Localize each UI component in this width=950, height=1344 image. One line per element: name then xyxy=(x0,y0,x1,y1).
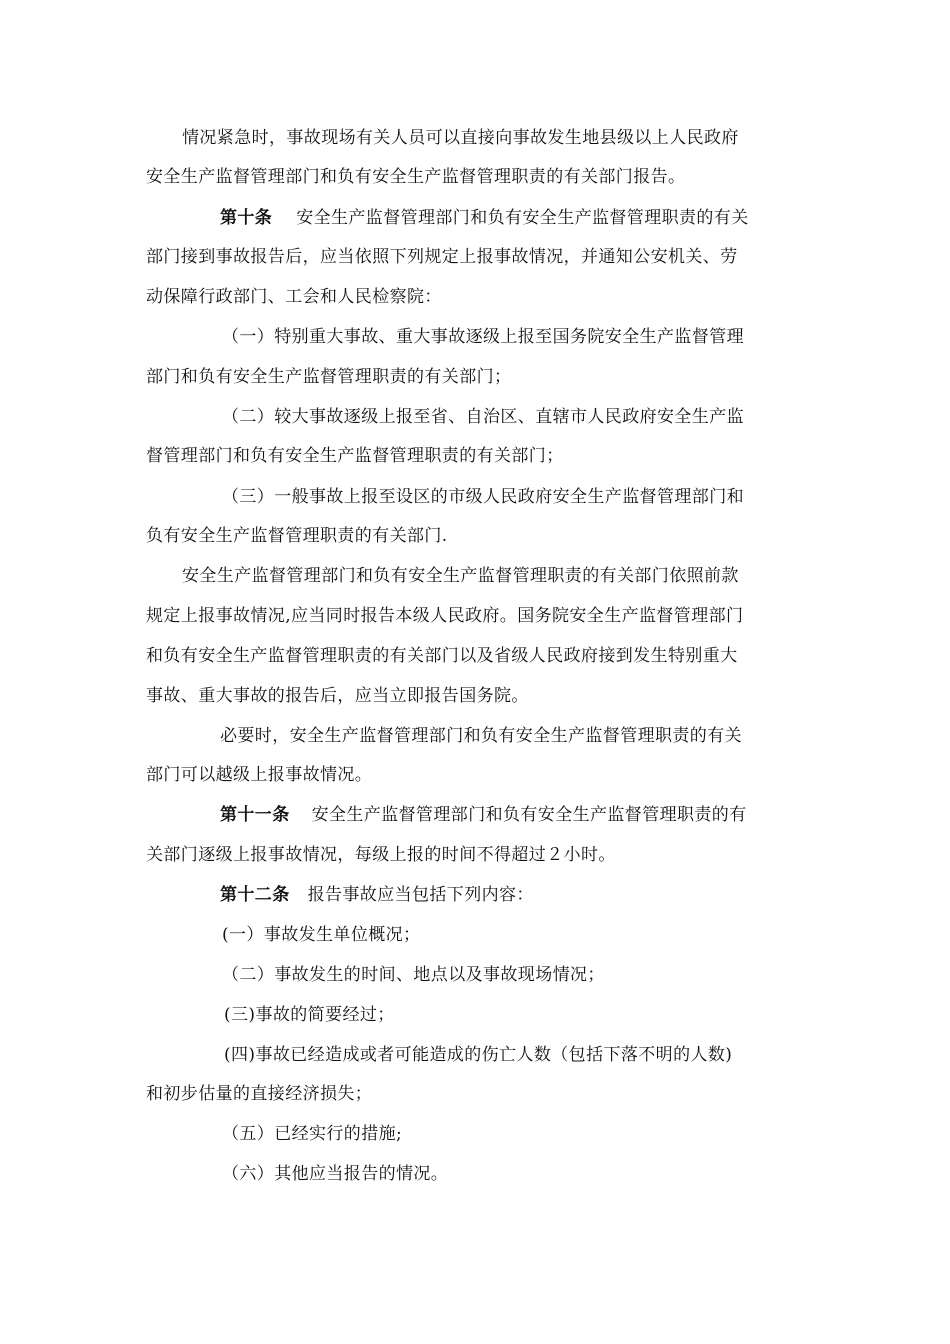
text-line: 安全生产监督管理部门和负有安全生产监督管理职责的有关 xyxy=(296,208,749,228)
text-line: 动保障行政部门、工会和人民检察院： xyxy=(146,287,442,307)
text-line: 督管理部门和负有安全生产监督管理职责的有关部门； xyxy=(146,446,564,466)
text-line: 安全生产监督管理部门和负有安全生产监督管理职责的有关部门依照前款 xyxy=(182,566,739,586)
text-line: 安全生产监督管理部门和负有安全生产监督管理职责的有关部门报告。 xyxy=(146,167,686,187)
list-item: (一）事故发生单位概况； xyxy=(222,925,421,945)
text-line: （三）一般事故上报至设区的市级人民政府安全生产监督管理部门和 xyxy=(222,487,744,507)
article-10-line-1 xyxy=(220,206,749,230)
list-item: (四)事故已经造成或者可能造成的伤亡人数（包括下落不明的人数) xyxy=(224,1045,733,1065)
text-line: 事故、重大事故的报告后，应当立即报告国务院。 xyxy=(146,686,529,706)
text-line: 规定上报事故情况,应当同时报告本级人民政府。国务院安全生产监督管理部门 xyxy=(146,606,744,626)
article-heading: 第十二条 xyxy=(220,885,290,905)
list-item: （五）已经实行的措施; xyxy=(222,1124,403,1144)
text-line: （二）较大事故逐级上报至省、自治区、直辖市人民政府安全生产监 xyxy=(222,407,744,427)
list-item: (三)事故的简要经过； xyxy=(224,1005,395,1025)
article-12-line-1 xyxy=(220,883,534,907)
text-line: 关部门逐级上报事故情况，每级上报的时间不得超过２小时。 xyxy=(146,845,616,865)
article-heading: 第十一条 xyxy=(220,805,290,825)
text-line: 部门接到事故报告后，应当依照下列规定上报事故情况，并通知公安机关、劳 xyxy=(146,247,738,267)
text-line: 部门和负有安全生产监督管理职责的有关部门； xyxy=(146,367,512,387)
text-line: 情况紧急时，事故现场有关人员可以直接向事故发生地县级以上人民政府 xyxy=(182,128,739,148)
text-line: 和负有安全生产监督管理职责的有关部门以及省级人民政府接到发生特别重大 xyxy=(146,646,738,666)
article-heading: 第十条 xyxy=(220,208,273,228)
list-item-continuation: 和初步估量的直接经济损失； xyxy=(146,1084,373,1104)
list-item: （六）其他应当报告的情况。 xyxy=(222,1164,449,1184)
list-item: （二）事故发生的时间、地点以及事故现场情况； xyxy=(222,965,605,985)
text-line: 部门可以越级上报事故情况。 xyxy=(146,765,373,785)
text-line: 报告事故应当包括下列内容： xyxy=(307,885,534,905)
article-11-line-1 xyxy=(220,803,747,827)
text-line: 安全生产监督管理部门和负有安全生产监督管理职责的有 xyxy=(311,805,747,825)
text-line: 负有安全生产监督管理职责的有关部门. xyxy=(146,526,448,546)
text-line: 必要时，安全生产监督管理部门和负有安全生产监督管理职责的有关 xyxy=(220,726,742,746)
text-line: （一）特别重大事故、重大事故逐级上报至国务院安全生产监督管理 xyxy=(222,327,744,347)
